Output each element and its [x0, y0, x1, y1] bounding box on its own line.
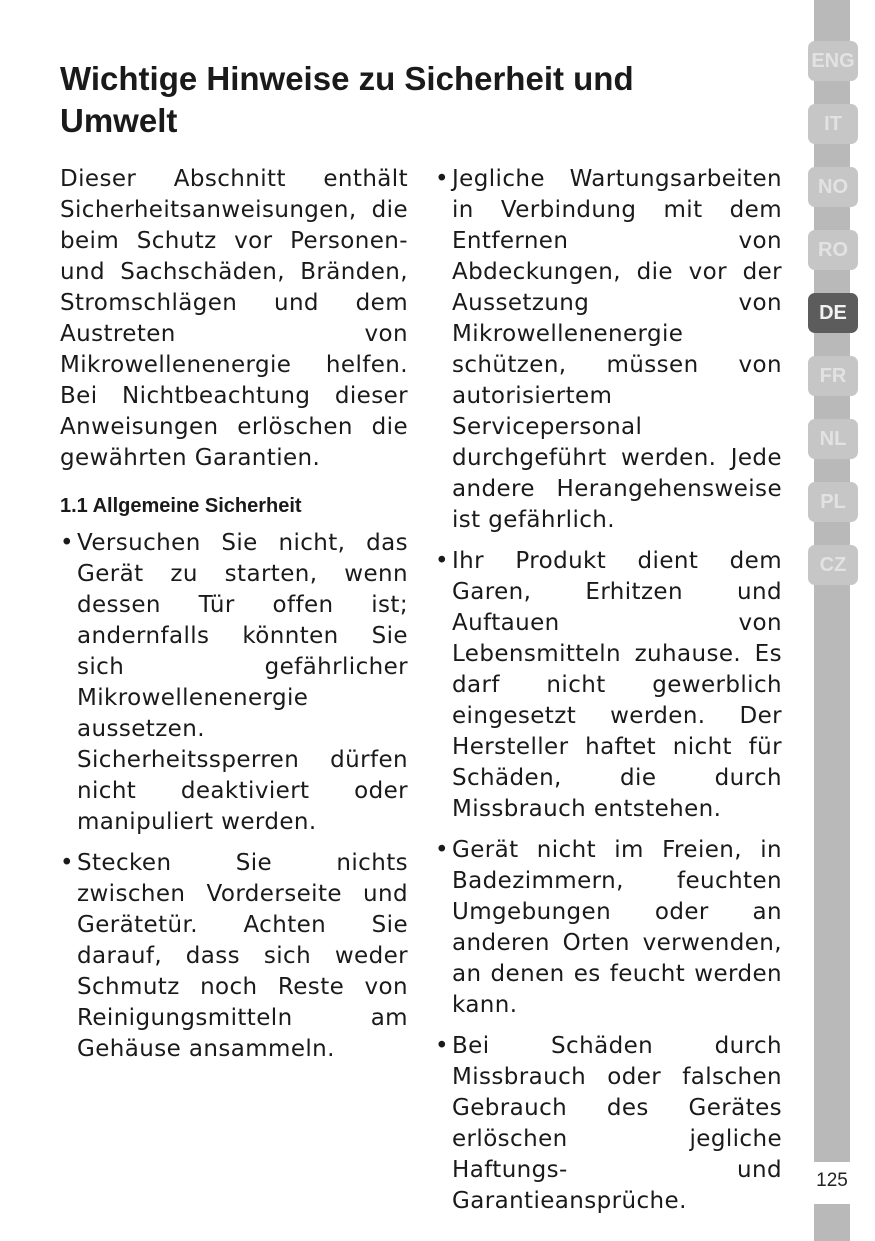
list-item: [435, 835, 782, 1021]
right-bullet-list: [435, 164, 782, 1217]
page-title: Wichtige Hinweise zu Sicherheit und Umwelt: [60, 60, 634, 139]
list-item: [435, 1031, 782, 1217]
list-item: [60, 528, 408, 838]
language-tab-cz[interactable]: CZ: [808, 545, 858, 585]
page-number: 125: [816, 1170, 848, 1191]
bullet-icon: •: [60, 850, 74, 876]
language-tab-de[interactable]: DE: [808, 293, 858, 333]
language-tab-fr[interactable]: FR: [808, 356, 858, 396]
list-item: [435, 546, 782, 825]
intro-paragraph: Dieser Abschnitt enthält Sicherheitsanweisungen, die beim Schutz vor Personen- und Sachschäden, Bränden, Stromschlägen und dem Austreten von Mikrowellenenergie helfen. Bei Nichtbeachtung dieser Anweisungen erlöschen die gewährten Garantien.: [60, 166, 408, 471]
list-item: [435, 164, 782, 536]
language-tab-no[interactable]: NO: [808, 167, 858, 207]
list-item-text: Stecken Sie nichts zwischen Vorderseite und Gerätetür. Achten Sie darauf, dass sich weder Schmutz noch Reste von Reinigungsmitteln am Gehäuse ansammeln.: [77, 850, 408, 1062]
section-heading: 1.1 Allgemeine Sicherheit: [60, 495, 302, 517]
language-tab-pl[interactable]: PL: [808, 482, 858, 522]
language-tab-eng[interactable]: ENG: [808, 41, 858, 81]
left-bullet-list: [60, 528, 408, 1065]
language-tab-nl[interactable]: NL: [808, 419, 858, 459]
bullet-icon: •: [435, 548, 449, 574]
list-item-text: Versuchen Sie nicht, das Gerät zu starten, wenn dessen Tür offen ist; andernfalls könnten Sie sich gefährlicher Mikrowellenenergie aussetzen. Sicherheitssperren dürfen nicht deaktiviert oder manipuliert werden.: [77, 530, 408, 835]
list-item: [60, 848, 408, 1065]
list-item-text: Gerät nicht im Freien, in Badezimmern, feuchten Umgebungen oder an anderen Orten verwenden, an denen es feucht werden kann.: [452, 837, 782, 1018]
bullet-icon: •: [435, 1033, 449, 1059]
bullet-icon: •: [60, 530, 74, 556]
list-item-text: Jegliche Wartungsarbeiten in Verbindung mit dem Entfernen von Abdeckungen, die vor der Aussetzung von Mikrowellenenergie schützen, müssen von autorisiertem Servicepersonal durchgeführt werden. Jede andere Herangehensweise ist gefährlich.: [452, 166, 782, 533]
bullet-icon: •: [435, 837, 449, 863]
language-tab-ro[interactable]: RO: [808, 230, 858, 270]
language-tab-it[interactable]: IT: [808, 104, 858, 144]
list-item-text: Ihr Produkt dient dem Garen, Erhitzen und Auftauen von Lebensmitteln zuhause. Es darf nicht gewerblich eingesetzt werden. Der Hersteller haftet nicht für Schäden, die durch Missbrauch entstehen.: [452, 548, 782, 822]
bullet-icon: •: [435, 166, 449, 192]
left-column: [60, 164, 408, 1075]
list-item-text: Bei Schäden durch Missbrauch oder falschen Gebrauch des Gerätes erlöschen jegliche Haftungs- und Garantieansprüche.: [452, 1033, 782, 1214]
right-column: [435, 164, 782, 1227]
